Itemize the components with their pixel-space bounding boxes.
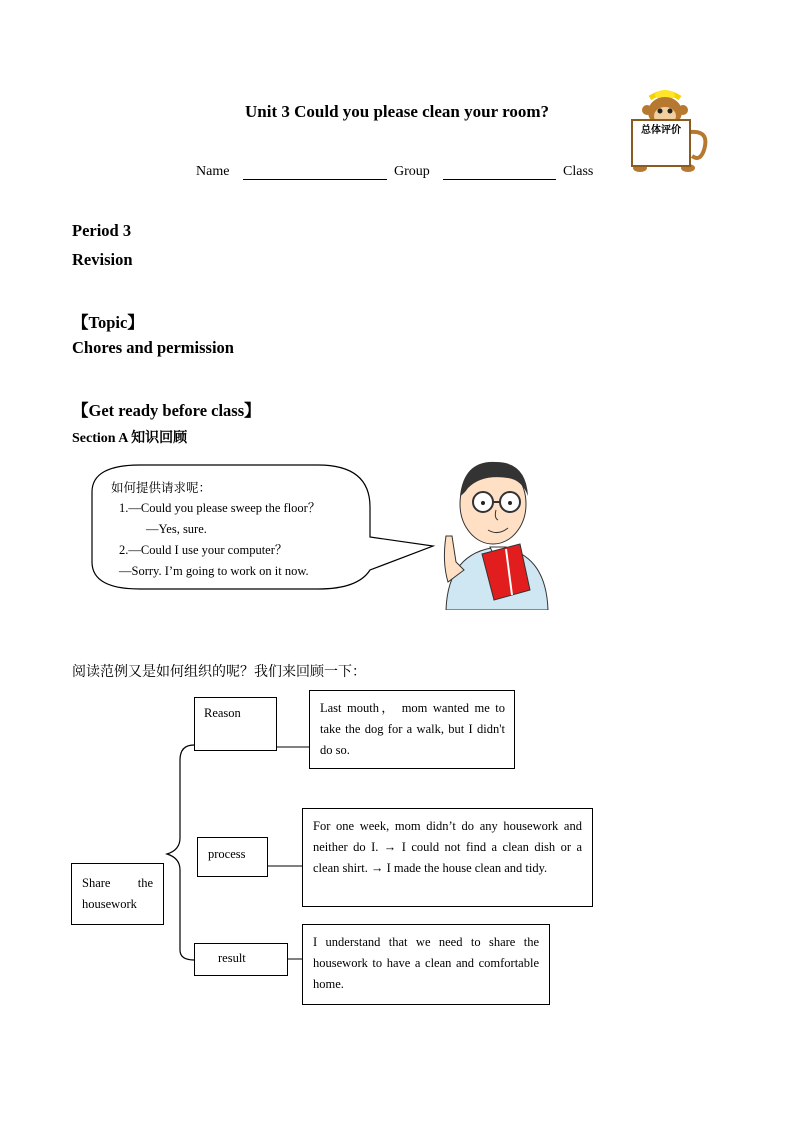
process-text: For one week, mom didn’t do any housework and neither do I. → I could not find a clean dish or a clean shirt. → I made the house clean and tidy. xyxy=(313,819,582,875)
section-title-cn: 知识回顾 xyxy=(131,430,188,446)
result-text-box xyxy=(302,924,550,1005)
class-label: Class xyxy=(563,164,594,179)
page-title: Unit 3 Could you please clean your room? xyxy=(245,102,549,121)
revision-label: Revision xyxy=(72,250,133,269)
process-label: process xyxy=(208,847,246,861)
bubble-intro: 如何提供请求呢： xyxy=(111,480,212,495)
name-field[interactable] xyxy=(243,163,387,180)
badge-text: 总体评价 xyxy=(641,125,681,136)
diagram-root-box xyxy=(71,863,164,925)
group-label: Group xyxy=(394,164,430,179)
teacher-illustration-icon xyxy=(438,452,553,610)
section-title xyxy=(72,427,187,447)
review-prompt: 阅读范例又是如何组织的呢？我们来回顾一下： xyxy=(72,664,366,680)
reason-label: Reason xyxy=(204,706,241,720)
process-label-box xyxy=(197,837,268,877)
bubble-line2: —Yes, sure. xyxy=(146,522,207,536)
monkey-badge-icon xyxy=(620,80,710,175)
period-label: Period 3 xyxy=(72,221,132,240)
result-label-box xyxy=(194,943,288,976)
bubble-line3: 2.—Could I use your computer？ xyxy=(119,543,288,557)
name-label: Name xyxy=(196,164,230,179)
reason-text-box xyxy=(309,690,515,769)
topic-heading: 【Topic】 xyxy=(72,313,144,332)
process-text-box xyxy=(302,808,593,907)
ready-heading: 【Get ready before class】 xyxy=(72,401,261,420)
result-label: result xyxy=(218,951,246,965)
group-field[interactable] xyxy=(443,163,556,180)
section-title-en: Section A xyxy=(72,431,128,446)
bubble-line1: 1.—Could you please sweep the floor？ xyxy=(119,501,321,515)
bubble-line4: —Sorry. I’m going to work on it now. xyxy=(119,564,309,578)
reason-label-box xyxy=(194,697,277,751)
topic-text: Chores and permission xyxy=(72,338,234,357)
result-text: I understand that we need to share the housework to have a clean and comfortable home. xyxy=(313,935,539,991)
diagram-root-text: Share the housework xyxy=(82,876,153,911)
reason-text: Last mouth， mom wanted me to take the dog for a walk, but I didn't do so. xyxy=(320,701,505,757)
